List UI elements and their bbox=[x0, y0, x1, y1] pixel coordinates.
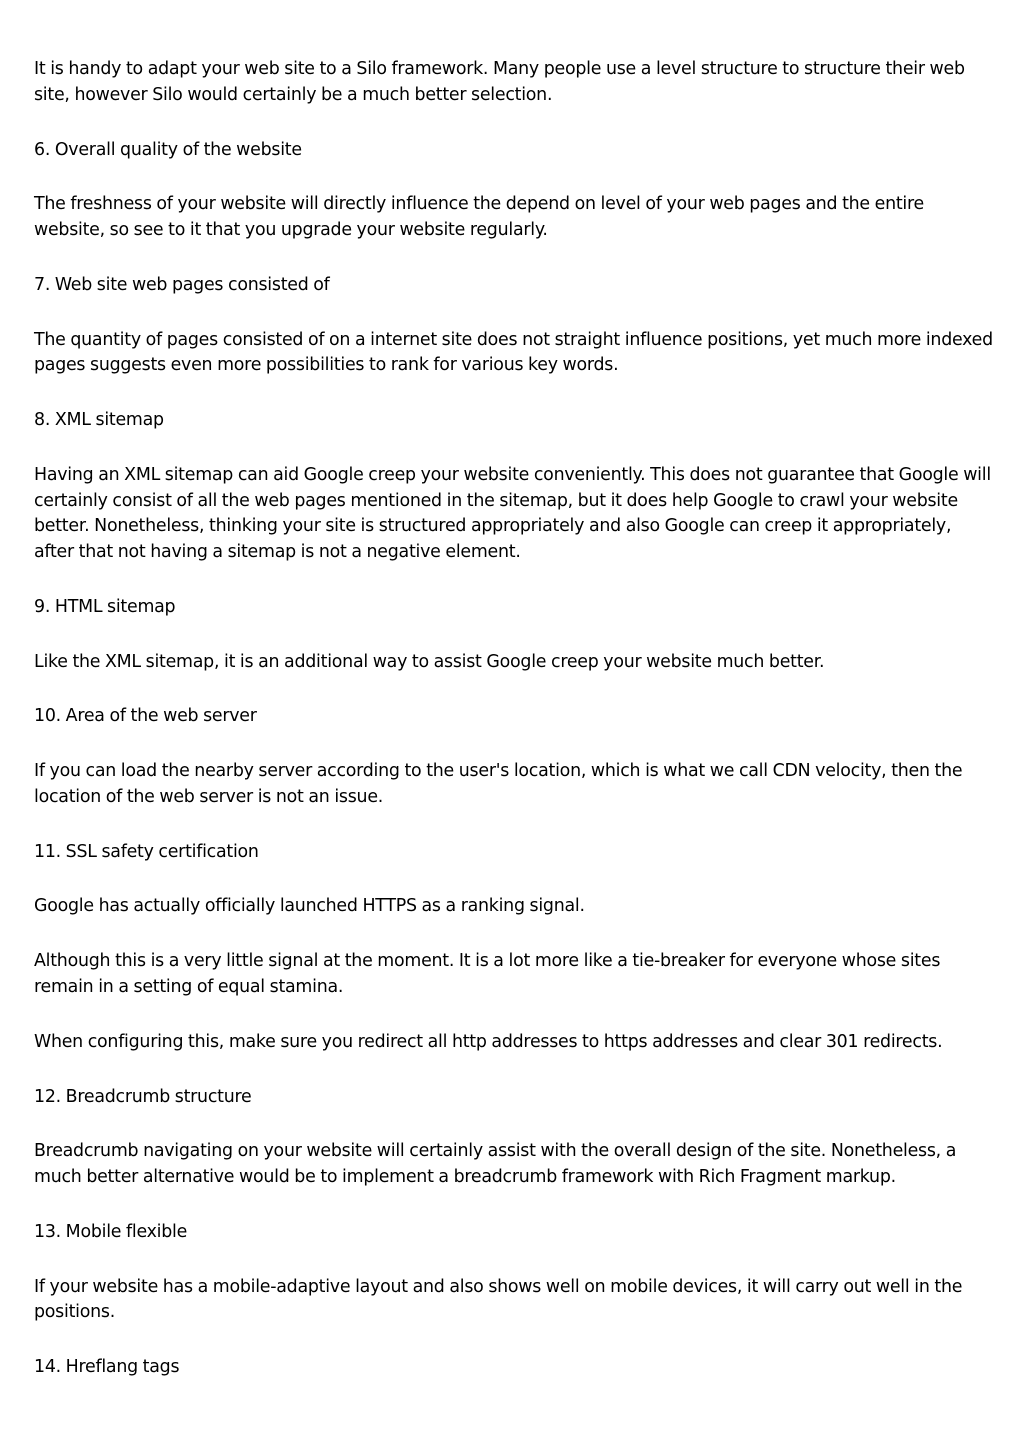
document-body bbox=[34, 57, 994, 1410]
heading-web-pages: 7. Web site web pages consisted of bbox=[34, 274, 330, 295]
heading-server-area: 10. Area of the web server bbox=[34, 706, 257, 727]
paragraph-https-signal: Google has actually officially launched HTTPS as a ranking signal. bbox=[34, 896, 585, 917]
heading-xml-sitemap: 8. XML sitemap bbox=[34, 410, 164, 431]
paragraph-breadcrumb: Breadcrumb navigating on your website will certainly assist with the overall design of the site. Nonetheless, a much better alternative would be to implement a breadcrumb framework with Rich Fragment markup. bbox=[34, 1141, 957, 1188]
heading-hreflang: 14. Hreflang tags bbox=[34, 1357, 180, 1378]
paragraph-silo-framework: It is handy to adapt your web site to a Silo framework. Many people use a level structure to structure their web site, however Silo would certainly be a much better selection. bbox=[34, 59, 965, 105]
heading-breadcrumb: 12. Breadcrumb structure bbox=[34, 1086, 252, 1107]
heading-ssl: 11. SSL safety certification bbox=[34, 841, 259, 862]
paragraph-xml-sitemap: Having an XML sitemap can aid Google creep your website conveniently. This does not guarantee that Google will certainly consist of all the web pages mentioned in the sitemap, but it does help Google to crawl your website better. Nonetheless, thinking your site is structured appropriately and also Google can creep it appropriately, after that not having a sitemap is not a negative element. bbox=[34, 464, 991, 562]
paragraph-tie-breaker: Although this is a very little signal at the moment. It is a lot more like a tie-breaker for everyone whose sites remain in a setting of equal stamina. bbox=[34, 951, 941, 997]
paragraph-page-quantity: The quantity of pages consisted of on a internet site does not straight influence positions, yet much more indexed pages suggests even more possibilities to rank for various key words. bbox=[34, 329, 993, 376]
heading-overall-quality: 6. Overall quality of the website bbox=[34, 139, 302, 160]
paragraph-server-location: If you can load the nearby server according to the user's location, which is what we call CDN velocity, then the location of the web server is not an issue. bbox=[34, 761, 963, 807]
paragraph-html-sitemap: Like the XML sitemap, it is an additional way to assist Google creep your website much better. bbox=[34, 651, 825, 672]
heading-html-sitemap: 9. HTML sitemap bbox=[34, 596, 176, 617]
paragraph-freshness: The freshness of your website will directly influence the depend on level of your web pages and the entire website, so see to it that you upgrade your website regularly. bbox=[34, 194, 924, 240]
paragraph-redirects: When configuring this, make sure you redirect all http addresses to https addresses and clear 301 redirects. bbox=[34, 1031, 943, 1052]
heading-mobile: 13. Mobile flexible bbox=[34, 1221, 188, 1242]
paragraph-mobile: If your website has a mobile-adaptive layout and also shows well on mobile devices, it will carry out well in the positions. bbox=[34, 1276, 963, 1323]
